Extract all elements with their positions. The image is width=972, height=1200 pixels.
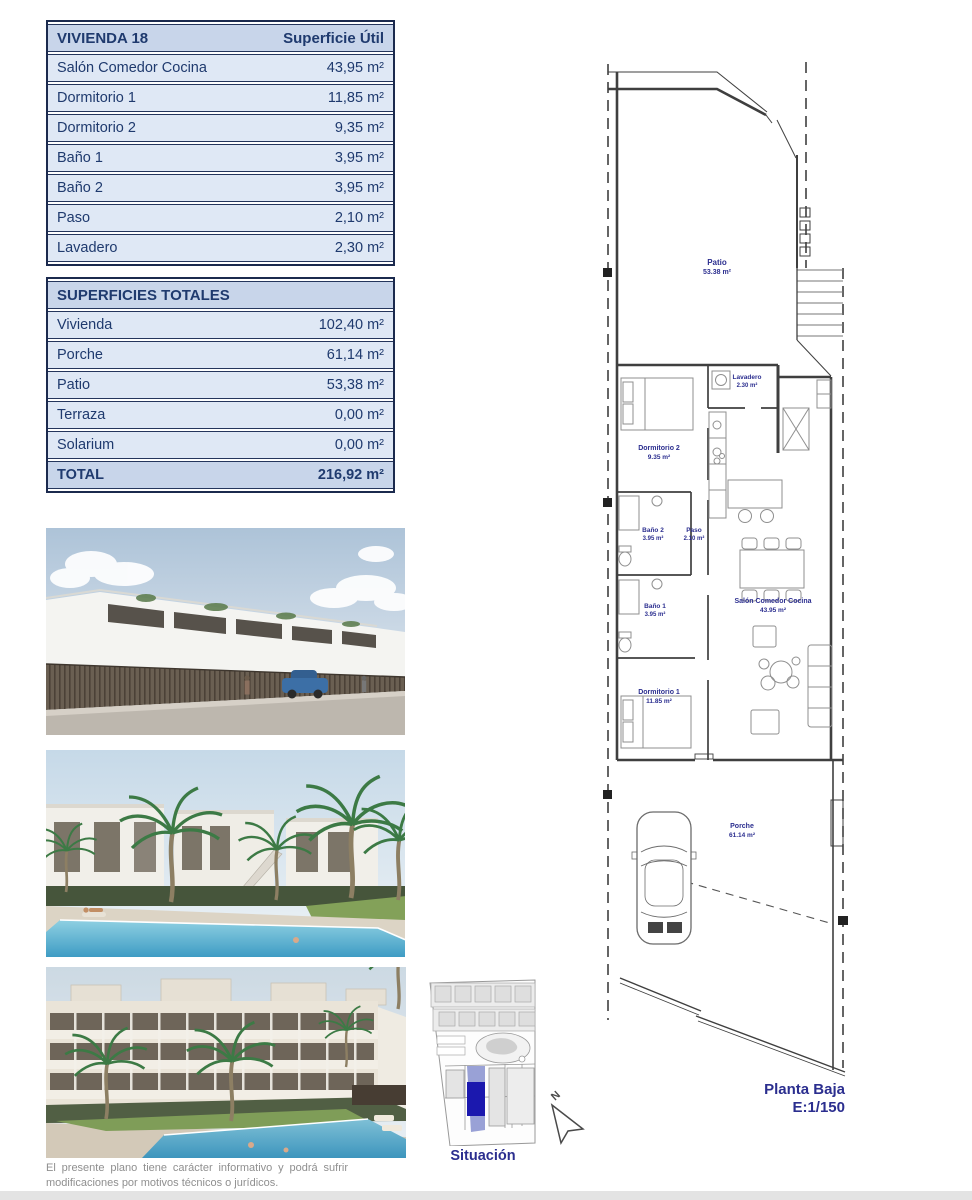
table-header-row xyxy=(48,24,393,52)
row-label: Baño 1 xyxy=(48,144,245,172)
row-label: Salón Comedor Cocina xyxy=(48,54,245,82)
table-row xyxy=(48,204,393,232)
render-photo-townhouses xyxy=(46,528,405,735)
room-label-dormitorio2-area: 9.35 m² xyxy=(647,454,671,461)
north-arrow-icon xyxy=(545,1085,595,1145)
room-label-dormitorio2-name: Dormitorio 2 xyxy=(638,445,680,452)
floor-plan xyxy=(595,60,865,1120)
render-photo-pool-palms xyxy=(46,750,405,957)
row-label: Solarium xyxy=(48,431,221,459)
plan-scale: E:1/150 xyxy=(792,1099,845,1116)
render-photo-apartments xyxy=(46,967,406,1158)
room-label-bano2-area: 3.95 m² xyxy=(642,536,664,542)
apartments-illustration xyxy=(46,967,406,1158)
room-label-dormitorio1-name: Dormitorio 1 xyxy=(638,689,680,696)
row-value: 0,00 m² xyxy=(221,431,394,459)
highlight-parcel-unit xyxy=(467,1082,485,1116)
stairs xyxy=(797,270,843,336)
row-value: 11,85 m² xyxy=(245,84,393,112)
table-title: VIVIENDA 18 xyxy=(48,24,245,52)
floor-plan-drawing xyxy=(595,60,865,1120)
car-topview xyxy=(632,812,696,944)
table-total-row xyxy=(48,461,393,489)
room-label-dormitorio1-area: 11.85 m² xyxy=(646,698,672,705)
room-label-bano1-name: Baño 1 xyxy=(644,603,666,610)
table-row xyxy=(48,174,393,202)
row-value: 9,35 m² xyxy=(245,114,393,142)
disclaimer-text xyxy=(46,1161,348,1190)
column-header: Superficie Útil xyxy=(245,24,393,52)
row-value: 53,38 m² xyxy=(221,371,394,399)
site-plan-drawing xyxy=(427,978,539,1146)
row-label: Paso xyxy=(48,204,245,232)
room-label-bano2-name: Baño 2 xyxy=(642,527,664,534)
interior-walls xyxy=(617,365,778,760)
table-title: SUPERFICIES TOTALES xyxy=(48,281,393,309)
table-header-row xyxy=(48,281,393,309)
pool-illustration xyxy=(46,750,405,957)
row-value: 3,95 m² xyxy=(245,174,393,202)
pool-parcel xyxy=(476,1033,530,1063)
room-labels xyxy=(638,258,811,839)
row-label: Porche xyxy=(48,341,221,369)
room-label-bano1-area: 3.95 m² xyxy=(644,612,666,618)
table-row xyxy=(48,114,393,142)
site-plan xyxy=(427,978,539,1146)
table-row xyxy=(48,341,393,369)
table-row xyxy=(48,234,393,262)
row-label: Terraza xyxy=(48,401,221,429)
row-value: 2,30 m² xyxy=(245,234,393,262)
room-label-lavadero-area: 2.30 m² xyxy=(736,383,758,389)
pergola xyxy=(352,1085,406,1105)
row-label: Dormitorio 1 xyxy=(48,84,245,112)
table-row xyxy=(48,84,393,112)
page-bottom-edge xyxy=(0,1191,972,1200)
disclaimer-line2: modificaciones por motivos técnicos o jurídicos. xyxy=(46,1176,279,1189)
row-label: Vivienda xyxy=(48,311,221,339)
table-row xyxy=(48,311,393,339)
row-value: 2,10 m² xyxy=(245,204,393,232)
total-label: TOTAL xyxy=(48,461,221,489)
row-label: Baño 2 xyxy=(48,174,245,202)
row-value: 61,14 m² xyxy=(221,341,394,369)
room-label-paso-name: Paso xyxy=(686,527,702,534)
row-label: Patio xyxy=(48,371,221,399)
room-label-porche-area: 61.14 m² xyxy=(728,832,756,839)
superficies-totales-table xyxy=(46,277,395,493)
room-label-paso-area: 2.10 m² xyxy=(683,536,705,542)
vivienda-areas-table xyxy=(46,20,395,266)
plan-title: Planta Baja xyxy=(764,1081,845,1098)
total-value: 216,92 m² xyxy=(221,461,394,489)
site-plan-label: Situación xyxy=(450,1148,516,1164)
swimmer xyxy=(293,937,299,943)
room-label-porche-name: Porche xyxy=(730,823,754,830)
table-row xyxy=(48,401,393,429)
room-label-patio-name: Patio xyxy=(707,258,727,267)
row-label: Lavadero xyxy=(48,234,245,262)
row-value: 0,00 m² xyxy=(221,401,394,429)
room-label-salon-name: Salón Comedor Cocina xyxy=(734,598,812,605)
row-value: 3,95 m² xyxy=(245,144,393,172)
row-value: 102,40 m² xyxy=(221,311,394,339)
townhouses-illustration xyxy=(46,528,405,735)
table-row xyxy=(48,54,393,82)
disclaimer-line1: El presente plano tiene carácter informativo y podrá sufrir xyxy=(46,1162,348,1174)
table-row xyxy=(48,431,393,459)
table-row xyxy=(48,371,393,399)
room-label-salon-area: 43.95 m² xyxy=(759,607,787,614)
row-label: Dormitorio 2 xyxy=(48,114,245,142)
north-arrow xyxy=(545,1085,595,1145)
table-row xyxy=(48,144,393,172)
north-letter: N xyxy=(548,1088,563,1104)
sunbather xyxy=(82,907,106,917)
row-value: 43,95 m² xyxy=(245,54,393,82)
room-label-patio-area: 53.38 m² xyxy=(702,269,732,276)
room-label-lavadero-name: Lavadero xyxy=(732,374,762,381)
